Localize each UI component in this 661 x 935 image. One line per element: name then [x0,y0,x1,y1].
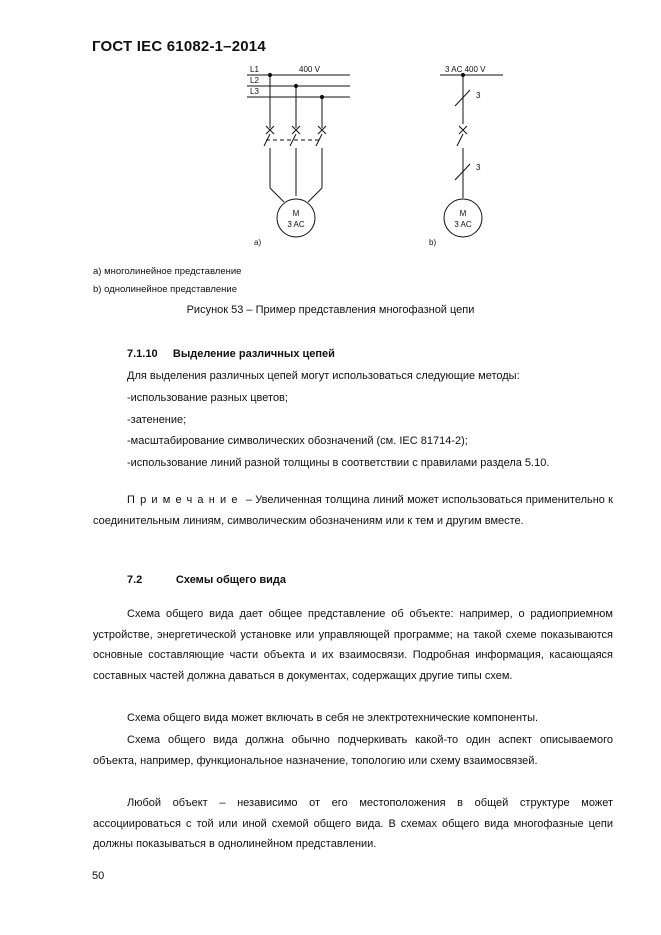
motor-a-m: M [292,209,300,218]
legend-b: b) однолинейное представление [93,284,237,295]
section-title: Схемы общего вида [175,574,287,586]
motor-a-symbol [277,199,315,237]
label-conductors-1: 3 [476,91,481,100]
paragraph-2: Схема общего вида может включать в себя не электротехнические компоненты. [127,712,539,724]
list-item: -использование разных цветов; [127,392,288,404]
list-item: -затенение; [127,414,187,426]
figure-label-b: b) [429,238,437,247]
page-number: 50 [92,870,105,882]
label-conductors-2: 3 [476,163,481,172]
note-label: Примечание [127,494,243,506]
paragraph-3: Схема общего вида должна обычно подчеркивать какой-то один аспект описываемого объекта, например, функциональное назначение, топологию или схему взаимосвязей. [93,734,613,767]
figure-label-a: a) [254,238,262,247]
section-7-2-heading [127,570,286,591]
section-title: Выделение различных цепей [172,348,335,360]
label-l2: L2 [250,76,259,85]
paragraph-4: Любой объект – независимо от его местоположения в общей структуре может ассоциироваться с той или иной схемой общего вида. В схемах общего вида многофазные цепи должны показываться в однолинейном представлении. [93,797,613,850]
label-bus-3ac: 3 AC 400 V [445,65,486,74]
document-header: ГОСТ IEC 61082-1–2014 [92,38,266,55]
figure-caption: Рисунок 53 – Пример представления многофазной цепи [186,304,475,316]
list-item: -использование линий разной толщины в соответствии с правилами раздела 5.10. [127,457,550,469]
label-l1: L1 [250,65,259,74]
section-7-1-10-intro: Для выделения различных цепей могут использоваться следующие методы: [127,370,520,382]
motor-b-ac: 3 AC [454,220,472,229]
motor-b-symbol [444,199,482,237]
section-number: 7.2 [127,574,143,586]
paragraph-1: Схема общего вида дает общее представление об объекте: например, о радиоприемном устройстве, энергетической установке или управляющей программе; на такой схеме показываются основные составляющие части объекта и их взаимосвязи. Подробная информация, касающаяся составных частей должна даваться в документах, содержащих другие типы схем. [93,608,613,682]
list-item: -масштабирование символических обозначений (см. IEC 81714-2); [127,435,468,447]
legend-a: а) многолинейное представление [93,266,242,277]
label-l3: L3 [250,87,259,96]
note-text: – Увеличенная толщина линий может использоваться применительно к соединительным линиям, символическим обозначениям или к тем и другим вместе. [93,494,613,527]
motor-b-m: M [459,209,467,218]
section-number: 7.1.10 [127,348,158,360]
note-paragraph [93,490,613,531]
section-7-1-10-heading [127,344,335,365]
motor-a-ac: 3 AC [287,220,305,229]
figure-53-diagram [0,0,661,260]
label-voltage: 400 V [299,65,320,74]
